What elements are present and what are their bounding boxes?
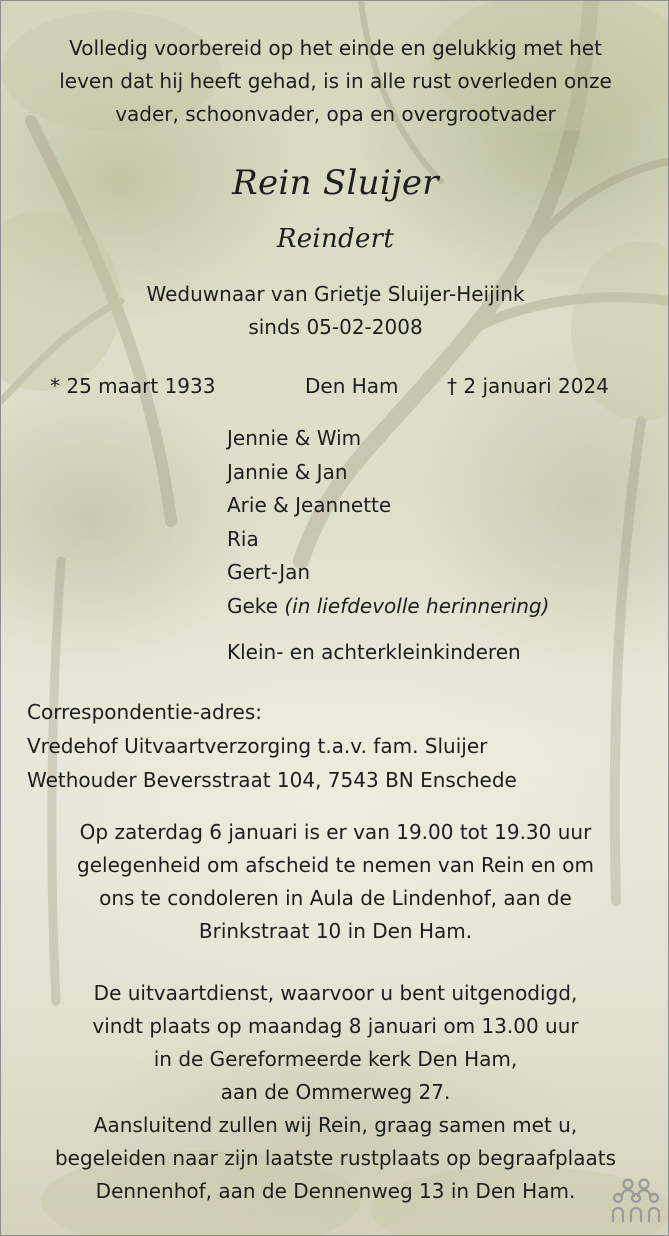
list-item: Geke (in liefdevolle herinnering) bbox=[227, 593, 550, 618]
service-line: Dennenhof, aan de Dennenweg 13 in Den Ham. bbox=[95, 1179, 576, 1203]
correspondence-address bbox=[27, 695, 517, 797]
deceased-name: Rein Sluijer bbox=[232, 163, 439, 203]
intro-line: vader, schoonvader, opa en overgrootvader bbox=[115, 102, 556, 126]
service-line: aan de Ommerweg 27. bbox=[220, 1080, 451, 1104]
service-line: in de Gereformeerde kerk Den Ham, bbox=[153, 1047, 518, 1071]
grandchildren-line: Klein- en achterkleinkinderen bbox=[227, 640, 521, 664]
list-item: Jennie & Wim bbox=[227, 426, 362, 450]
address-line: Vredehof Uitvaartverzorging t.a.v. fam. Sluijer bbox=[27, 734, 488, 758]
address-line: Wethouder Beversstraat 104, 7543 BN Enschede bbox=[27, 768, 517, 792]
visitation-text bbox=[1, 816, 669, 948]
address-line: Correspondentie-adres: bbox=[27, 700, 262, 724]
intro-line: leven dat hij heeft gehad, is in alle rust overleden onze bbox=[59, 69, 612, 93]
birth-date: * 25 maart 1933 bbox=[50, 374, 216, 398]
remembrance-note: (in liefdevolle herinnering) bbox=[284, 593, 550, 618]
deceased-alias: Reindert bbox=[276, 224, 395, 254]
widower-line: Weduwnaar van Grietje Sluijer-Heijink bbox=[146, 282, 525, 306]
visitation-line: Op zaterdag 6 januari is er van 19.00 tot 19.30 uur bbox=[79, 820, 592, 844]
service-line: vindt plaats op maandag 8 januari om 13.00 uur bbox=[92, 1014, 579, 1038]
service-text bbox=[1, 977, 669, 1208]
list-item: Jannie & Jan bbox=[227, 459, 348, 484]
intro-line: Volledig voorbereid op het einde en gelukkig met het bbox=[69, 36, 602, 60]
service-line: De uitvaartdienst, waarvoor u bent uitgenodigd, bbox=[93, 981, 578, 1005]
visitation-line: Brinkstraat 10 in Den Ham. bbox=[198, 919, 473, 943]
visitation-line: ons te condoleren in Aula de Lindenhof, aan de bbox=[99, 886, 572, 910]
children-list bbox=[227, 422, 549, 670]
service-line: Aansluitend zullen wij Rein, graag samen met u, bbox=[93, 1113, 578, 1137]
widower-text bbox=[1, 278, 669, 344]
list-item: Ria bbox=[227, 526, 259, 551]
widower-line: sinds 05-02-2008 bbox=[248, 315, 423, 339]
list-item: Gert-Jan bbox=[227, 560, 311, 584]
family-silhouette-icon bbox=[611, 1177, 661, 1223]
visitation-line: gelegenheid om afscheid te nemen van Rein en om bbox=[77, 853, 594, 877]
list-item: Arie & Jeannette bbox=[227, 493, 392, 517]
service-line: begeleiden naar zijn laatste rustplaats op begraafplaats bbox=[54, 1146, 617, 1170]
intro-text bbox=[1, 32, 669, 131]
death-date: † 2 januari 2024 bbox=[447, 374, 609, 398]
life-dates bbox=[1, 370, 669, 403]
birth-place: Den Ham bbox=[305, 374, 399, 398]
